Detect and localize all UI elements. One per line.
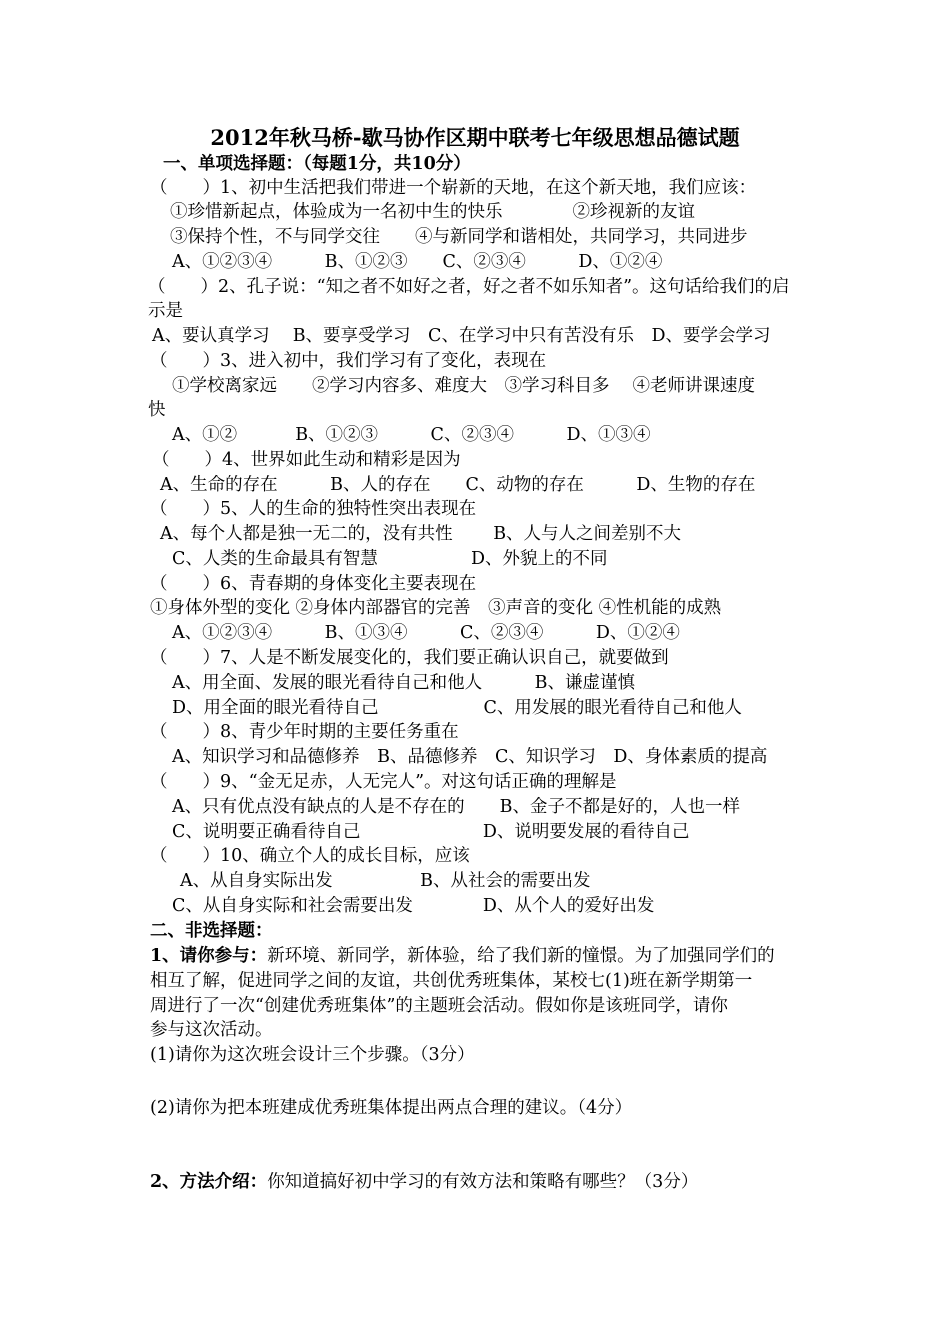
q4-stem: （ ）4、世界如此生动和精彩是因为	[152, 450, 461, 470]
q10-stem: （ ）10、确立个人的成长目标，应该	[150, 846, 470, 866]
p1-line1	[150, 944, 775, 968]
p2-line	[150, 1170, 698, 1194]
q6-options-line1: ①身体外型的变化 ②身体内部器官的完善 ③声音的变化 ④性机能的成熟	[150, 598, 722, 618]
p1-text-line4: 参与这次活动。	[150, 1020, 273, 1040]
q3-choices: A、①② B、①②③ C、②③④ D、①③④	[172, 425, 651, 445]
p1-text-line3: 周进行了一次“创建优秀班集体”的主题班会活动。假如你是该班同学，请你	[150, 996, 728, 1016]
section1-heading: 一、单项选择题：（每题1分，共10分）	[163, 154, 471, 174]
q5-choices-line1: A、每个人都是独一无二的，没有共性 B、人与人之间差别不大	[160, 524, 682, 544]
q9-stem: （ ）9、“金无足赤，人无完人”。对这句话正确的理解是	[150, 772, 617, 792]
q3-stem: （ ）3、进入初中，我们学习有了变化，表现在	[150, 351, 547, 371]
q10-choices-line2: C、从自身实际和社会需要出发 D、从个人的爱好出发	[172, 896, 655, 916]
q1-options-line1: ①珍惜新起点，体验成为一名初中生的快乐 ②珍视新的友谊	[170, 202, 695, 222]
q9-choices-line1: A、只有优点没有缺点的人是不存在的 B、金子不都是好的，人也一样	[172, 797, 740, 817]
section2-heading: 二、非选择题：	[150, 921, 273, 941]
q8-stem: （ ）8、青少年时期的主要任务重在	[150, 722, 459, 742]
q7-stem: （ ）7、人是不断发展变化的，我们要正确认识自己，就要做到	[150, 648, 669, 668]
q3-options-line2: 快	[148, 400, 166, 420]
q5-stem: （ ）5、人的生命的独特性突出表现在	[150, 499, 477, 519]
q7-choices-line2: D、用全面的眼光看待自己 C、用发展的眼光看待自己和他人	[172, 698, 742, 718]
q2-stem-line1-text: （ ）2、孔子说：“知之者不如好之者，好之者不如乐知者”。这句话给我们的启	[148, 277, 790, 297]
q8-choices: A、知识学习和品德修养 B、品德修养 C、知识学习 D、身体素质的提高	[172, 747, 768, 767]
p1-sub1: (1)请你为这次班会设计三个步骤。（3分）	[150, 1045, 475, 1065]
q6-stem: （ ）6、青春期的身体变化主要表现在	[150, 574, 477, 594]
q4-choices: A、生命的存在 B、人的存在 C、动物的存在 D、生物的存在	[160, 475, 756, 495]
p1-text-line2: 相互了解，促进同学之间的友谊，共创优秀班集体，某校七(1)班在新学期第一	[150, 971, 753, 991]
p1-sub2: (2)请你为把本班建成优秀班集体提出两点合理的建议。（4分）	[150, 1098, 633, 1118]
q6-choices: A、①②③④ B、①③④ C、②③④ D、①②④	[172, 623, 680, 643]
q7-choices-line1: A、用全面、发展的眼光看待自己和他人 B、谦虚谨慎	[172, 673, 635, 693]
q10-choices-line1: A、从自身实际出发 B、从社会的需要出发	[180, 871, 591, 891]
exam-title: 2012年秋马桥-歇马协作区期中联考七年级思想品德试题	[210, 125, 740, 150]
q1-options-line2: ③保持个性，不与同学交往 ④与新同学和谐相处，共同学习，共同进步	[170, 227, 748, 247]
p2-text: 你知道搞好初中学习的有效方法和策略有哪些？（3分）	[267, 1172, 699, 1192]
q1-choices: A、①②③④ B、①②③ C、②③④ D、①②④	[172, 252, 663, 272]
q5-choices-line2: C、人类的生命最具有智慧 D、外貌上的不同	[172, 549, 608, 569]
q3-options-line1: ①学校离家远 ②学习内容多、难度大 ③学习科目多 ④老师讲课速度	[172, 376, 756, 396]
q2-choices: A、要认真学习 B、要享受学习 C、在学习中只有苦没有乐 D、要学会学习	[152, 326, 771, 346]
q2-stem-line2: 示是	[148, 301, 183, 321]
p1-label: 1、请你参与：	[150, 946, 268, 966]
q9-choices-line2: C、说明要正确看待自己 D、说明要发展的看待自己	[172, 822, 690, 842]
q1-stem: （ ）1、初中生活把我们带进一个崭新的天地，在这个新天地，我们应该：	[150, 178, 757, 198]
p2-label: 2、方法介绍：	[150, 1172, 268, 1192]
p1-text-line1: 新环境、新同学，新体验，给了我们新的憧憬。为了加强同学们的	[267, 946, 775, 966]
